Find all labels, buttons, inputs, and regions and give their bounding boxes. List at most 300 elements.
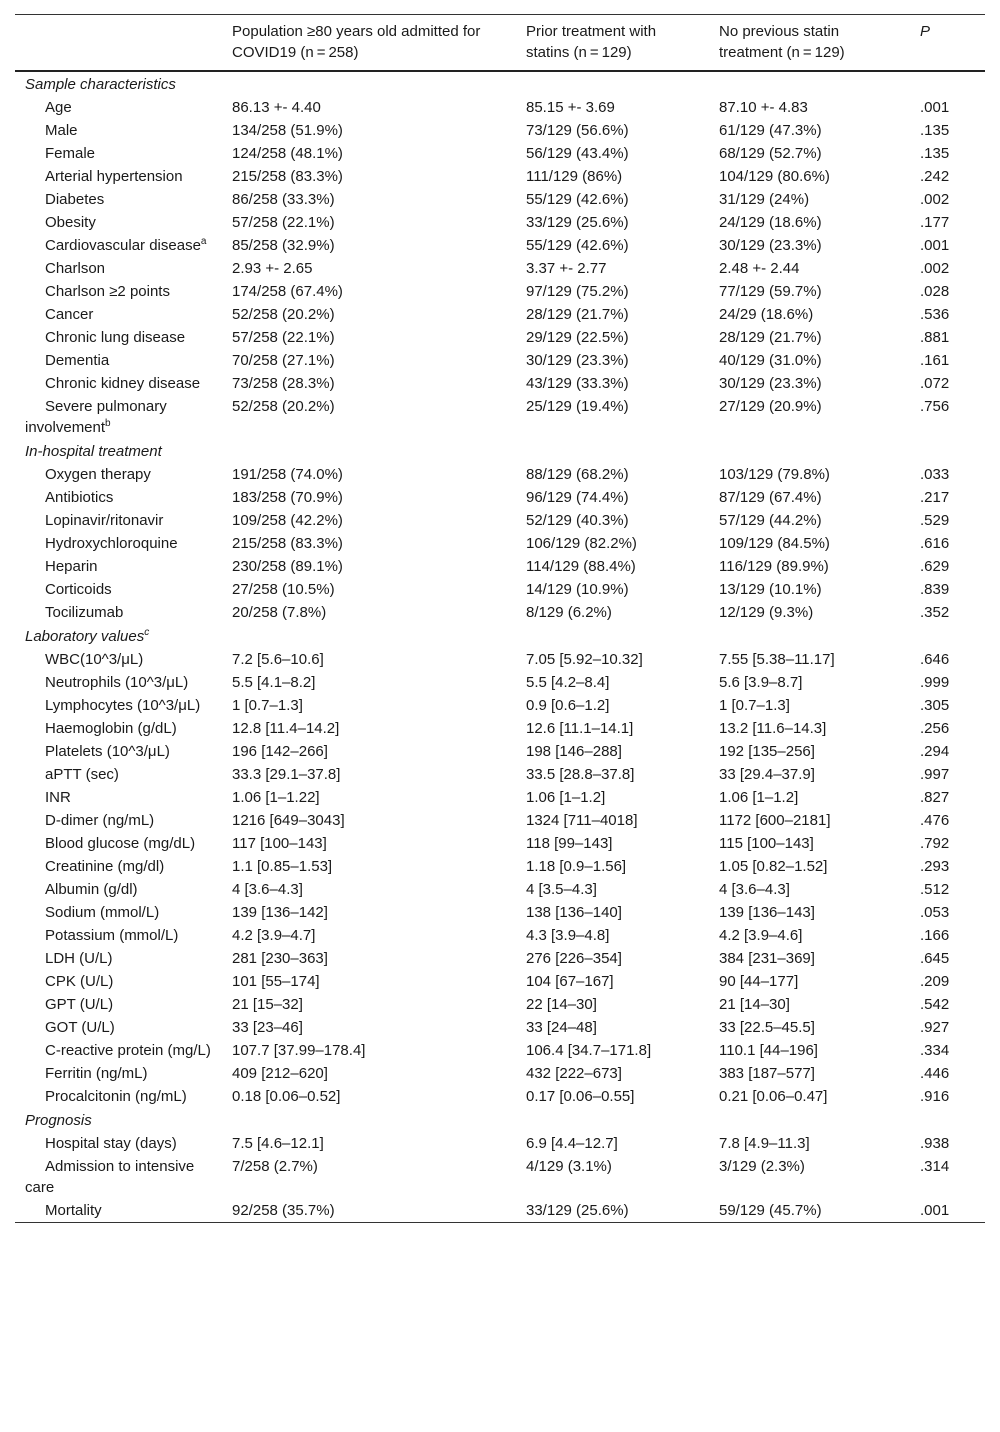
cell-population: 52/258 (20.2%) [232, 398, 335, 415]
row-label [15, 142, 222, 165]
cell-p-value: .334 [920, 1042, 950, 1059]
row-label [15, 717, 222, 740]
header-p-value: P [920, 23, 931, 40]
table-row [15, 1085, 985, 1108]
table-row [15, 234, 985, 257]
row-label [15, 1085, 222, 1108]
cell-statins: 118 [99–143] [526, 835, 613, 852]
section-row [15, 624, 985, 648]
cell-no-statins: 28/129 (21.7%) [719, 329, 822, 346]
row-label [15, 211, 222, 234]
cell-p-value: .028 [920, 283, 950, 300]
cell-population: 109/258 (42.2%) [232, 512, 343, 529]
table-row [15, 809, 985, 832]
cell-population: 4.2 [3.9–4.7] [232, 927, 316, 944]
table-row [15, 372, 985, 395]
cell-population: 124/258 (48.1%) [232, 145, 343, 162]
cell-statins: 25/129 (19.4%) [526, 398, 629, 415]
table-row [15, 832, 985, 855]
row-label-text: Admission to intensive care [25, 1158, 195, 1196]
footnote-marker: b [105, 418, 111, 429]
cell-no-statins: 31/129 (24%) [719, 191, 810, 208]
cell-statins: 4.3 [3.9–4.8] [526, 927, 610, 944]
cell-no-statins: 104/129 (80.6%) [719, 168, 830, 185]
header-population: Population ≥80 years old admitted for COVID19 (n = 258) [232, 23, 481, 61]
cell-statins: 106/129 (82.2%) [526, 535, 637, 552]
row-label-text: INR [45, 789, 71, 806]
cell-population: 52/258 (20.2%) [232, 306, 335, 323]
row-label-text: Lymphocytes (10^3/μL) [45, 697, 201, 714]
table-row [15, 671, 985, 694]
cell-population: 86.13 +- 4.40 [232, 99, 321, 116]
table-row [15, 1039, 985, 1062]
cell-p-value: .135 [920, 145, 950, 162]
cell-p-value: .002 [920, 260, 950, 277]
table-row [15, 993, 985, 1016]
row-label-text: Charlson ≥2 points [45, 283, 170, 300]
cell-no-statins: 57/129 (44.2%) [719, 512, 822, 529]
cell-statins: 97/129 (75.2%) [526, 283, 629, 300]
cell-no-statins: 90 [44–177] [719, 973, 799, 990]
cell-no-statins: 116/129 (89.9%) [719, 558, 829, 575]
cell-p-value: .938 [920, 1135, 950, 1152]
cell-no-statins: 110.1 [44–196] [719, 1042, 818, 1059]
row-label [15, 786, 222, 809]
cell-p-value: .536 [920, 306, 950, 323]
cell-p-value: .293 [920, 858, 950, 875]
row-label-text: Hospital stay (days) [45, 1135, 177, 1152]
cell-statins: 14/129 (10.9%) [526, 581, 629, 598]
section-title-text: Prognosis [25, 1112, 92, 1129]
cell-statins: 432 [222–673] [526, 1065, 622, 1082]
cell-no-statins: 109/129 (84.5%) [719, 535, 830, 552]
cell-population: 7/258 (2.7%) [232, 1158, 318, 1175]
cell-population: 70/258 (27.1%) [232, 352, 335, 369]
table-body [15, 71, 985, 1223]
row-label-text: Neutrophils (10^3/μL) [45, 674, 189, 691]
cell-population: 2.93 +- 2.65 [232, 260, 313, 277]
cell-p-value: .161 [920, 352, 950, 369]
row-label [15, 740, 222, 763]
cell-no-statins: 192 [135–256] [719, 743, 815, 760]
cell-statins: 85.15 +- 3.69 [526, 99, 615, 116]
row-label-text: Chronic lung disease [45, 329, 186, 346]
row-label-text: Female [45, 145, 96, 162]
table-row [15, 947, 985, 970]
row-label [15, 486, 222, 509]
row-label-text: Severe pulmonary involvement [25, 398, 167, 436]
table-row [15, 119, 985, 142]
row-label [15, 878, 222, 901]
row-label [15, 372, 222, 395]
cell-statins: 6.9 [4.4–12.7] [526, 1135, 618, 1152]
cell-population: 1216 [649–3043] [232, 812, 345, 829]
table-row [15, 878, 985, 901]
row-label-text: Age [45, 99, 72, 116]
cell-no-statins: 103/129 (79.8%) [719, 466, 830, 483]
row-label [15, 901, 222, 924]
table-row [15, 326, 985, 349]
cell-p-value: .002 [920, 191, 950, 208]
row-label [15, 763, 222, 786]
cell-statins: 33.5 [28.8–37.8] [526, 766, 635, 783]
cell-p-value: .217 [920, 489, 950, 506]
cell-statins: 1324 [711–4018] [526, 812, 638, 829]
cell-no-statins: 30/129 (23.3%) [719, 375, 822, 392]
cell-population: 107.7 [37.99–178.4] [232, 1042, 366, 1059]
cell-statins: 0.9 [0.6–1.2] [526, 697, 610, 714]
cell-population: 57/258 (22.1%) [232, 214, 335, 231]
cell-population: 33.3 [29.1–37.8] [232, 766, 341, 783]
row-label-text: Lopinavir/ritonavir [45, 512, 164, 529]
table-row [15, 395, 985, 439]
row-label-text: Diabetes [45, 191, 105, 208]
header-statins: Prior treatment with statins (n = 129) [526, 23, 657, 61]
cell-p-value: .999 [920, 674, 950, 691]
header-empty [15, 15, 222, 72]
cell-statins: 8/129 (6.2%) [526, 604, 612, 621]
table-row [15, 211, 985, 234]
cell-statins: 4/129 (3.1%) [526, 1158, 612, 1175]
cell-p-value: .177 [920, 214, 950, 231]
cell-statins: 5.5 [4.2–8.4] [526, 674, 610, 691]
row-label-text: Obesity [45, 214, 96, 231]
row-label [15, 326, 222, 349]
statin-covid-table [15, 14, 985, 1223]
cell-no-statins: 13/129 (10.1%) [719, 581, 822, 598]
cell-population: 101 [55–174] [232, 973, 320, 990]
cell-statins: 55/129 (42.6%) [526, 191, 629, 208]
cell-p-value: .256 [920, 720, 950, 737]
cell-statins: 198 [146–288] [526, 743, 622, 760]
row-label-text: D-dimer (ng/mL) [45, 812, 155, 829]
row-label [15, 188, 222, 211]
cell-p-value: .916 [920, 1088, 950, 1105]
cell-population: 4 [3.6–4.3] [232, 881, 303, 898]
cell-p-value: .314 [920, 1158, 950, 1175]
row-label [15, 924, 222, 947]
row-label-text: Antibiotics [45, 489, 114, 506]
cell-population: 191/258 (74.0%) [232, 466, 343, 483]
cell-p-value: .001 [920, 1202, 950, 1219]
cell-no-statins: 61/129 (47.3%) [719, 122, 822, 139]
table-row [15, 763, 985, 786]
cell-no-statins: 3/129 (2.3%) [719, 1158, 805, 1175]
row-label-text: Sodium (mmol/L) [45, 904, 160, 921]
table-row [15, 349, 985, 372]
cell-no-statins: 5.6 [3.9–8.7] [719, 674, 803, 691]
section-row [15, 71, 985, 96]
cell-statins: 1.06 [1–1.2] [526, 789, 606, 806]
row-label-text: Tocilizumab [45, 604, 124, 621]
row-label [15, 832, 222, 855]
row-label-text: Cancer [45, 306, 94, 323]
table-row [15, 1199, 985, 1223]
section-title-text: Laboratory values [25, 628, 145, 645]
cell-no-statins: 33 [22.5–45.5] [719, 1019, 815, 1036]
cell-statins: 88/129 (68.2%) [526, 466, 629, 483]
row-label [15, 648, 222, 671]
row-label-text: Heparin [45, 558, 98, 575]
cell-population: 85/258 (32.9%) [232, 237, 335, 254]
cell-p-value: .001 [920, 99, 950, 116]
cell-p-value: .209 [920, 973, 950, 990]
cell-no-statins: 1.05 [0.82–1.52] [719, 858, 828, 875]
cell-p-value: .629 [920, 558, 950, 575]
cell-population: 33 [23–46] [232, 1019, 303, 1036]
table-row [15, 303, 985, 326]
row-label-text: Platelets (10^3/μL) [45, 743, 170, 760]
cell-no-statins: 1.06 [1–1.2] [719, 789, 799, 806]
row-label-text: Oxygen therapy [45, 466, 151, 483]
cell-p-value: .997 [920, 766, 950, 783]
cell-no-statins: 13.2 [11.6–14.3] [719, 720, 827, 737]
cell-statins: 56/129 (43.4%) [526, 145, 629, 162]
cell-statins: 33/129 (25.6%) [526, 1202, 629, 1219]
row-label-text: WBC(10^3/μL) [45, 651, 144, 668]
cell-p-value: .001 [920, 237, 950, 254]
cell-population: 5.5 [4.1–8.2] [232, 674, 316, 691]
table-row [15, 970, 985, 993]
cell-population: 21 [15–32] [232, 996, 303, 1013]
cell-statins: 1.18 [0.9–1.56] [526, 858, 627, 875]
cell-p-value: .839 [920, 581, 950, 598]
table-row [15, 901, 985, 924]
row-label-text: Blood glucose (mg/dL) [45, 835, 196, 852]
cell-statins: 22 [14–30] [526, 996, 597, 1013]
cell-population: 92/258 (35.7%) [232, 1202, 335, 1219]
row-label [15, 970, 222, 993]
row-label [15, 855, 222, 878]
row-label [15, 509, 222, 532]
cell-population: 215/258 (83.3%) [232, 535, 343, 552]
row-label-text: GPT (U/L) [45, 996, 114, 1013]
cell-statins: 73/129 (56.6%) [526, 122, 629, 139]
row-label [15, 395, 222, 439]
footnote-marker: c [144, 627, 150, 638]
cell-p-value: .542 [920, 996, 950, 1013]
table-row [15, 96, 985, 119]
cell-p-value: .033 [920, 466, 950, 483]
cell-population: 12.8 [11.4–14.2] [232, 720, 340, 737]
table-row [15, 486, 985, 509]
cell-no-statins: 139 [136–143] [719, 904, 815, 921]
cell-population: 7.2 [5.6–10.6] [232, 651, 324, 668]
table-row [15, 280, 985, 303]
cell-statins: 106.4 [34.7–171.8] [526, 1042, 652, 1059]
table-row [15, 924, 985, 947]
cell-statins: 276 [226–354] [526, 950, 622, 967]
row-label-text: Chronic kidney disease [45, 375, 201, 392]
cell-population: 215/258 (83.3%) [232, 168, 343, 185]
row-label [15, 165, 222, 188]
cell-population: 134/258 (51.9%) [232, 122, 343, 139]
cell-population: 86/258 (33.3%) [232, 191, 335, 208]
cell-no-statins: 87/129 (67.4%) [719, 489, 822, 506]
cell-no-statins: 383 [187–577] [719, 1065, 815, 1082]
cell-statins: 28/129 (21.7%) [526, 306, 629, 323]
cell-no-statins: 1172 [600–2181] [719, 812, 831, 829]
row-label [15, 119, 222, 142]
table-row [15, 855, 985, 878]
row-label [15, 463, 222, 486]
cell-no-statins: 24/129 (18.6%) [719, 214, 822, 231]
table-row [15, 165, 985, 188]
cell-population: 196 [142–266] [232, 743, 328, 760]
table-row [15, 786, 985, 809]
cell-no-statins: 33 [29.4–37.9] [719, 766, 815, 783]
row-label-text: Charlson [45, 260, 106, 277]
table-header-row [15, 15, 985, 72]
cell-no-statins: 68/129 (52.7%) [719, 145, 822, 162]
cell-statins: 111/129 (86%) [526, 168, 623, 185]
cell-p-value: .072 [920, 375, 950, 392]
table-row [15, 532, 985, 555]
row-label [15, 993, 222, 1016]
row-label-text: Hydroxychloroquine [45, 535, 178, 552]
cell-no-statins: 40/129 (31.0%) [719, 352, 822, 369]
table-row [15, 1132, 985, 1155]
section-row [15, 439, 985, 463]
cell-p-value: .512 [920, 881, 950, 898]
cell-p-value: .792 [920, 835, 950, 852]
row-label [15, 1062, 222, 1085]
row-label-text: Ferritin (ng/mL) [45, 1065, 148, 1082]
cell-no-statins: 0.21 [0.06–0.47] [719, 1088, 828, 1105]
row-label [15, 96, 222, 119]
cell-no-statins: 30/129 (23.3%) [719, 237, 822, 254]
cell-population: 281 [230–363] [232, 950, 328, 967]
cell-p-value: .166 [920, 927, 950, 944]
cell-population: 7.5 [4.6–12.1] [232, 1135, 324, 1152]
cell-population: 117 [100–143] [232, 835, 327, 852]
cell-no-statins: 2.48 +- 2.44 [719, 260, 800, 277]
cell-population: 0.18 [0.06–0.52] [232, 1088, 341, 1105]
cell-no-statins: 87.10 +- 4.83 [719, 99, 808, 116]
table-row [15, 463, 985, 486]
row-label [15, 1155, 222, 1199]
row-label-text: LDH (U/L) [45, 950, 113, 967]
row-label-text: Cardiovascular disease [45, 237, 201, 254]
row-label-text: Male [45, 122, 78, 139]
section-title-text: Sample characteristics [25, 76, 176, 93]
row-label [15, 234, 222, 257]
section-title [15, 1108, 985, 1132]
cell-p-value: .616 [920, 535, 950, 552]
cell-statins: 7.05 [5.92–10.32] [526, 651, 643, 668]
cell-population: 1.06 [1–1.22] [232, 789, 320, 806]
cell-p-value: .294 [920, 743, 950, 760]
cell-no-statins: 7.8 [4.9–11.3] [719, 1135, 810, 1152]
row-label [15, 532, 222, 555]
row-label [15, 303, 222, 326]
header-no-statins: No previous statin treatment (n = 129) [719, 23, 845, 61]
row-label [15, 601, 222, 624]
row-label-text: Haemoglobin (g/dL) [45, 720, 177, 737]
table-row [15, 555, 985, 578]
table-row [15, 1062, 985, 1085]
cell-no-statins: 115 [100–143] [719, 835, 814, 852]
cell-population: 409 [212–620] [232, 1065, 328, 1082]
table-row [15, 1155, 985, 1199]
cell-statins: 29/129 (22.5%) [526, 329, 629, 346]
cell-p-value: .881 [920, 329, 950, 346]
section-title-text: In-hospital treatment [25, 443, 162, 460]
row-label-text: Arterial hypertension [45, 168, 183, 185]
table-row [15, 1016, 985, 1039]
row-label-text: Corticoids [45, 581, 112, 598]
cell-statins: 138 [136–140] [526, 904, 622, 921]
table-row [15, 740, 985, 763]
cell-p-value: .305 [920, 697, 950, 714]
row-label [15, 280, 222, 303]
cell-p-value: .645 [920, 950, 950, 967]
cell-statins: 30/129 (23.3%) [526, 352, 629, 369]
section-row [15, 1108, 985, 1132]
cell-no-statins: 59/129 (45.7%) [719, 1202, 822, 1219]
row-label-text: CPK (U/L) [45, 973, 114, 990]
cell-population: 1.1 [0.85–1.53] [232, 858, 333, 875]
cell-no-statins: 4.2 [3.9–4.6] [719, 927, 803, 944]
table-row [15, 257, 985, 280]
cell-statins: 12.6 [11.1–14.1] [526, 720, 634, 737]
cell-p-value: .927 [920, 1019, 950, 1036]
table-row [15, 188, 985, 211]
row-label [15, 947, 222, 970]
cell-p-value: .646 [920, 651, 950, 668]
cell-p-value: .352 [920, 604, 950, 621]
row-label [15, 1016, 222, 1039]
cell-p-value: .476 [920, 812, 950, 829]
cell-no-statins: 384 [231–369] [719, 950, 815, 967]
cell-statins: 55/129 (42.6%) [526, 237, 629, 254]
row-label-text: Dementia [45, 352, 110, 369]
row-label [15, 671, 222, 694]
row-label-text: Mortality [45, 1202, 102, 1219]
row-label-text: aPTT (sec) [45, 766, 119, 783]
row-label [15, 809, 222, 832]
row-label-text: Creatinine (mg/dl) [45, 858, 165, 875]
row-label [15, 1132, 222, 1155]
cell-statins: 52/129 (40.3%) [526, 512, 629, 529]
cell-statins: 114/129 (88.4%) [526, 558, 636, 575]
cell-population: 1 [0.7–1.3] [232, 697, 303, 714]
cell-statins: 43/129 (33.3%) [526, 375, 629, 392]
table-row [15, 717, 985, 740]
cell-statins: 0.17 [0.06–0.55] [526, 1088, 635, 1105]
cell-population: 139 [136–142] [232, 904, 328, 921]
section-title [15, 624, 985, 648]
row-label [15, 1199, 222, 1223]
cell-no-statins: 27/129 (20.9%) [719, 398, 822, 415]
cell-statins: 104 [67–167] [526, 973, 614, 990]
cell-statins: 33 [24–48] [526, 1019, 597, 1036]
table-row [15, 578, 985, 601]
cell-no-statins: 7.55 [5.38–11.17] [719, 651, 835, 668]
cell-p-value: .529 [920, 512, 950, 529]
cell-p-value: .053 [920, 904, 950, 921]
row-label [15, 578, 222, 601]
cell-statins: 96/129 (74.4%) [526, 489, 629, 506]
cell-no-statins: 12/129 (9.3%) [719, 604, 814, 621]
row-label [15, 694, 222, 717]
row-label-text: Procalcitonin (ng/mL) [45, 1088, 187, 1105]
row-label-text: Albumin (g/dl) [45, 881, 138, 898]
cell-p-value: .756 [920, 398, 950, 415]
cell-population: 27/258 (10.5%) [232, 581, 335, 598]
cell-statins: 3.37 +- 2.77 [526, 260, 607, 277]
section-title [15, 439, 985, 463]
